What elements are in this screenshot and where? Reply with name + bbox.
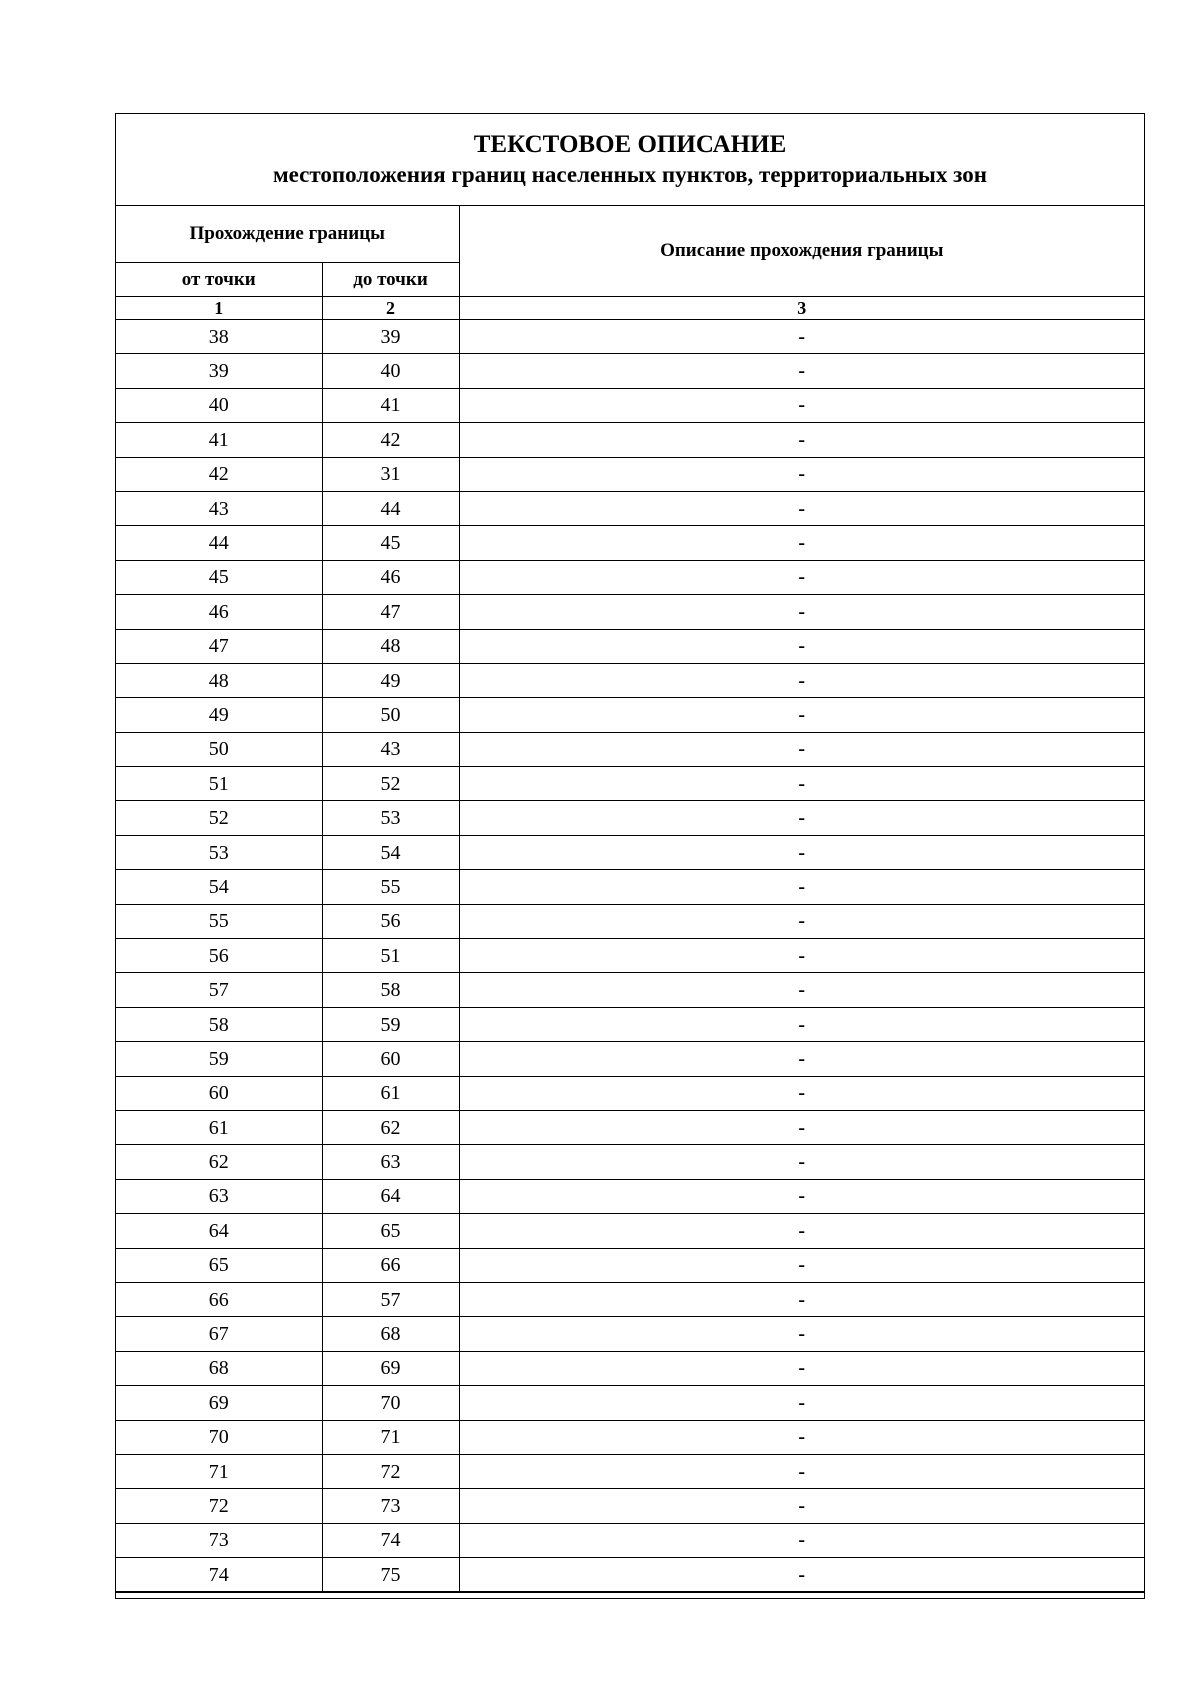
description-cell: -: [459, 491, 1144, 525]
to-point-cell: 71: [322, 1420, 459, 1454]
description-cell: -: [459, 663, 1144, 697]
from-point-cell: 56: [116, 939, 322, 973]
description-cell: -: [459, 388, 1144, 422]
column-number-3: 3: [459, 297, 1144, 320]
from-point-cell: 62: [116, 1145, 322, 1179]
from-point-cell: 58: [116, 1007, 322, 1041]
to-point-cell: 63: [322, 1145, 459, 1179]
from-point-cell: 66: [116, 1282, 322, 1316]
table-row: [116, 1454, 1144, 1488]
from-point-cell: 67: [116, 1317, 322, 1351]
from-point-cell: 65: [116, 1248, 322, 1282]
to-point-cell: 51: [322, 939, 459, 973]
table-row: [116, 1386, 1144, 1420]
description-cell: -: [459, 1454, 1144, 1488]
from-point-cell: 52: [116, 801, 322, 835]
table-row: [116, 1007, 1144, 1041]
to-point-cell: 41: [322, 388, 459, 422]
table-bottom-rule: [116, 1592, 1144, 1598]
description-cell: -: [459, 1420, 1144, 1454]
to-point-cell: 68: [322, 1317, 459, 1351]
to-point-cell: 56: [322, 904, 459, 938]
table-row: [116, 320, 1144, 354]
from-point-cell: 64: [116, 1214, 322, 1248]
description-cell: -: [459, 1558, 1144, 1592]
table-row: [116, 1076, 1144, 1110]
from-point-cell: 43: [116, 491, 322, 525]
to-point-cell: 48: [322, 629, 459, 663]
table-row: [116, 1489, 1144, 1523]
table-row: [116, 1420, 1144, 1454]
from-point-cell: 42: [116, 457, 322, 491]
table-row: [116, 526, 1144, 560]
to-point-cell: 74: [322, 1523, 459, 1557]
title-block: [116, 114, 1144, 206]
column-number-2: 2: [322, 297, 459, 320]
from-point-cell: 74: [116, 1558, 322, 1592]
table-row: [116, 1558, 1144, 1592]
description-cell: -: [459, 767, 1144, 801]
description-cell: -: [459, 1214, 1144, 1248]
from-point-cell: 55: [116, 904, 322, 938]
from-point-cell: 73: [116, 1523, 322, 1557]
column-number-1: 1: [116, 297, 322, 320]
to-point-cell: 65: [322, 1214, 459, 1248]
table-row: [116, 904, 1144, 938]
table-row: [116, 870, 1144, 904]
table-row: [116, 835, 1144, 869]
from-point-cell: 63: [116, 1179, 322, 1213]
description-cell: -: [459, 629, 1144, 663]
description-cell: -: [459, 1110, 1144, 1144]
table-row: [116, 1523, 1144, 1557]
from-point-cell: 54: [116, 870, 322, 904]
from-point-cell: 45: [116, 560, 322, 594]
from-point-cell: 69: [116, 1386, 322, 1420]
from-point-cell: 41: [116, 423, 322, 457]
table-body: [116, 320, 1144, 1592]
to-point-cell: 44: [322, 491, 459, 525]
from-point-cell: 39: [116, 354, 322, 388]
description-cell: -: [459, 1489, 1144, 1523]
to-point-cell: 69: [322, 1351, 459, 1385]
table-row: [116, 354, 1144, 388]
description-cell: -: [459, 560, 1144, 594]
table-row: [116, 1214, 1144, 1248]
to-point-cell: 73: [322, 1489, 459, 1523]
description-cell: -: [459, 423, 1144, 457]
from-point-cell: 40: [116, 388, 322, 422]
from-point-cell: 46: [116, 595, 322, 629]
to-point-cell: 42: [322, 423, 459, 457]
to-point-cell: 60: [322, 1042, 459, 1076]
table-row: [116, 973, 1144, 1007]
table-row: [116, 663, 1144, 697]
description-cell: -: [459, 1007, 1144, 1041]
table-row: [116, 1042, 1144, 1076]
to-point-cell: 61: [322, 1076, 459, 1110]
from-point-cell: 71: [116, 1454, 322, 1488]
to-point-cell: 50: [322, 698, 459, 732]
to-point-cell: 72: [322, 1454, 459, 1488]
description-cell: -: [459, 1282, 1144, 1316]
to-point-cell: 40: [322, 354, 459, 388]
header-description: Описание прохождения границы: [459, 206, 1144, 297]
to-point-cell: 64: [322, 1179, 459, 1213]
to-point-cell: 39: [322, 320, 459, 354]
to-point-cell: 55: [322, 870, 459, 904]
to-point-cell: 75: [322, 1558, 459, 1592]
table-row: [116, 1145, 1144, 1179]
to-point-cell: 57: [322, 1282, 459, 1316]
from-point-cell: 44: [116, 526, 322, 560]
table-row: [116, 560, 1144, 594]
table-row: [116, 595, 1144, 629]
from-point-cell: 50: [116, 732, 322, 766]
header-boundary-passage: Прохождение границы: [116, 206, 459, 263]
description-cell: -: [459, 595, 1144, 629]
description-cell: -: [459, 1076, 1144, 1110]
description-cell: -: [459, 457, 1144, 491]
to-point-cell: 62: [322, 1110, 459, 1144]
to-point-cell: 59: [322, 1007, 459, 1041]
table-row: [116, 629, 1144, 663]
boundary-table: [116, 206, 1144, 1592]
description-cell: -: [459, 870, 1144, 904]
table-row: [116, 1351, 1144, 1385]
description-cell: -: [459, 354, 1144, 388]
description-cell: -: [459, 698, 1144, 732]
document-subtitle: местоположения границ населенных пунктов, территориальных зон: [273, 162, 987, 187]
description-cell: -: [459, 801, 1144, 835]
from-point-cell: 59: [116, 1042, 322, 1076]
description-cell: -: [459, 320, 1144, 354]
description-cell: -: [459, 904, 1144, 938]
description-cell: -: [459, 1523, 1144, 1557]
to-point-cell: 43: [322, 732, 459, 766]
description-cell: -: [459, 1317, 1144, 1351]
to-point-cell: 47: [322, 595, 459, 629]
description-cell: -: [459, 1248, 1144, 1282]
header-to-point: до точки: [322, 263, 459, 297]
table-row: [116, 698, 1144, 732]
to-point-cell: 58: [322, 973, 459, 1007]
description-cell: -: [459, 1386, 1144, 1420]
table-row: [116, 1282, 1144, 1316]
to-point-cell: 66: [322, 1248, 459, 1282]
table-row: [116, 1317, 1144, 1351]
to-point-cell: 53: [322, 801, 459, 835]
table-row: [116, 1110, 1144, 1144]
description-cell: -: [459, 1145, 1144, 1179]
description-cell: -: [459, 1179, 1144, 1213]
header-from-point: от точки: [116, 263, 322, 297]
from-point-cell: 70: [116, 1420, 322, 1454]
table-row: [116, 457, 1144, 491]
to-point-cell: 70: [322, 1386, 459, 1420]
from-point-cell: 72: [116, 1489, 322, 1523]
table-row: [116, 1248, 1144, 1282]
to-point-cell: 52: [322, 767, 459, 801]
from-point-cell: 57: [116, 973, 322, 1007]
table-row: [116, 801, 1144, 835]
description-cell: -: [459, 939, 1144, 973]
from-point-cell: 49: [116, 698, 322, 732]
description-cell: -: [459, 526, 1144, 560]
table-row: [116, 388, 1144, 422]
from-point-cell: 68: [116, 1351, 322, 1385]
from-point-cell: 51: [116, 767, 322, 801]
table-row: [116, 732, 1144, 766]
table-row: [116, 1179, 1144, 1213]
table-row: [116, 423, 1144, 457]
from-point-cell: 48: [116, 663, 322, 697]
table-row: [116, 767, 1144, 801]
to-point-cell: 54: [322, 835, 459, 869]
description-cell: -: [459, 973, 1144, 1007]
from-point-cell: 38: [116, 320, 322, 354]
to-point-cell: 31: [322, 457, 459, 491]
to-point-cell: 45: [322, 526, 459, 560]
description-cell: -: [459, 835, 1144, 869]
to-point-cell: 46: [322, 560, 459, 594]
to-point-cell: 49: [322, 663, 459, 697]
description-cell: -: [459, 732, 1144, 766]
from-point-cell: 61: [116, 1110, 322, 1144]
from-point-cell: 53: [116, 835, 322, 869]
description-cell: -: [459, 1042, 1144, 1076]
boundary-description-document: [115, 113, 1145, 1599]
table-row: [116, 939, 1144, 973]
description-cell: -: [459, 1351, 1144, 1385]
table-row: [116, 491, 1144, 525]
from-point-cell: 60: [116, 1076, 322, 1110]
document-title: ТЕКСТОВОЕ ОПИСАНИЕ: [473, 131, 787, 158]
from-point-cell: 47: [116, 629, 322, 663]
